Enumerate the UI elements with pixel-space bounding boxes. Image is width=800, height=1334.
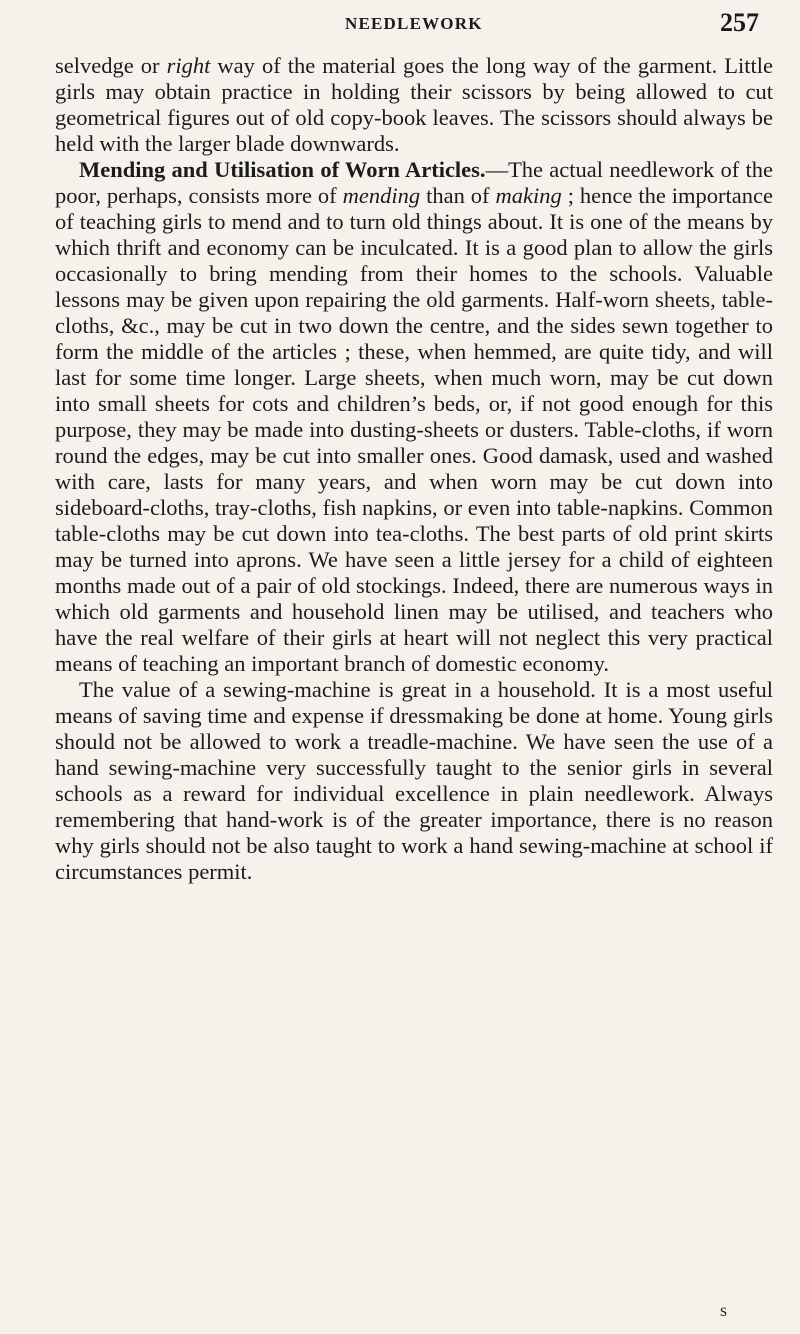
- paragraph-intro: [55, 53, 773, 157]
- italic-run: right: [166, 53, 211, 78]
- page-number: 257: [720, 8, 759, 37]
- text-run: than of: [420, 183, 496, 208]
- section-heading: Mending and Utilisation of Worn Articles.: [79, 157, 486, 182]
- text-run: ; hence the importance of teaching girls to mend and to turn old things about. It is one of the means by which thrift and economy can be inculcated. It is a good plan to allow the girls occasionally to bring mending from their homes to the schools. Valuable lessons may be given upon repairing the old garments. Half-worn sheets, table-cloths, &c., may be cut in two down the centre, and the sides sewn together to form the middle of the articles ; these, when hemmed, are quite tidy, and will last for some time longer. Large sheets, when much worn, may be cut down into small sheets for cots and children’s beds, or, if not good enough for this purpose, they may be made into dusting-sheets or dusters. Table-cloths, if worn round the edges, may be cut into smaller ones. Good damask, used and washed with care, lasts for many years, and when worn may be cut down into sideboard-cloths, tray-cloths, fish napkins, or even into table-napkins. Common table-cloths may be cut down into tea-cloths. The best parts of old print skirts may be turned into aprons. We have seen a little jersey for a child of eighteen months made out of a pair of old stockings. Indeed, there are numerous ways in which old garments and household linen may be utilised, and teachers who have the real welfare of their girls at heart will not neglect this very practical means of teaching an important branch of domestic economy.: [55, 183, 774, 676]
- paragraph-sewing-machine: [55, 677, 773, 885]
- italic-run: mending: [342, 183, 421, 208]
- text-run: The value of a sewing-machine is great in a household. It is a most useful means of saving time and expense if dressmaking be done at home. Young girls should not be allowed to work a treadle-machine. We have seen the use of a hand sewing-machine very successfully taught to the senior girls in several schools as a reward for individual excellence in plain needlework. Always remembering that hand-work is of the greater importance, there is no reason why girls should not be also taught to work a hand sewing-machine at school if circumstances permit.: [55, 677, 773, 884]
- text-run: —The actual needlework of the poor, perhaps, consists more of: [55, 157, 773, 208]
- text-run: selvedge or: [55, 53, 167, 78]
- italic-run: making: [495, 183, 562, 208]
- signature-mark: s: [720, 1300, 728, 1320]
- running-head: [0, 8, 800, 40]
- text-run: way of the material goes the long way of the garment. Little girls may obtain practice in holding their scissors by being allowed to cut geometrical figures out of old copy-book leaves. The scissors should always be held with the larger blade downwards.: [55, 53, 773, 156]
- running-title: NEEDLEWORK: [345, 14, 483, 33]
- body-text: [55, 53, 773, 885]
- paragraph-mending: [55, 157, 773, 677]
